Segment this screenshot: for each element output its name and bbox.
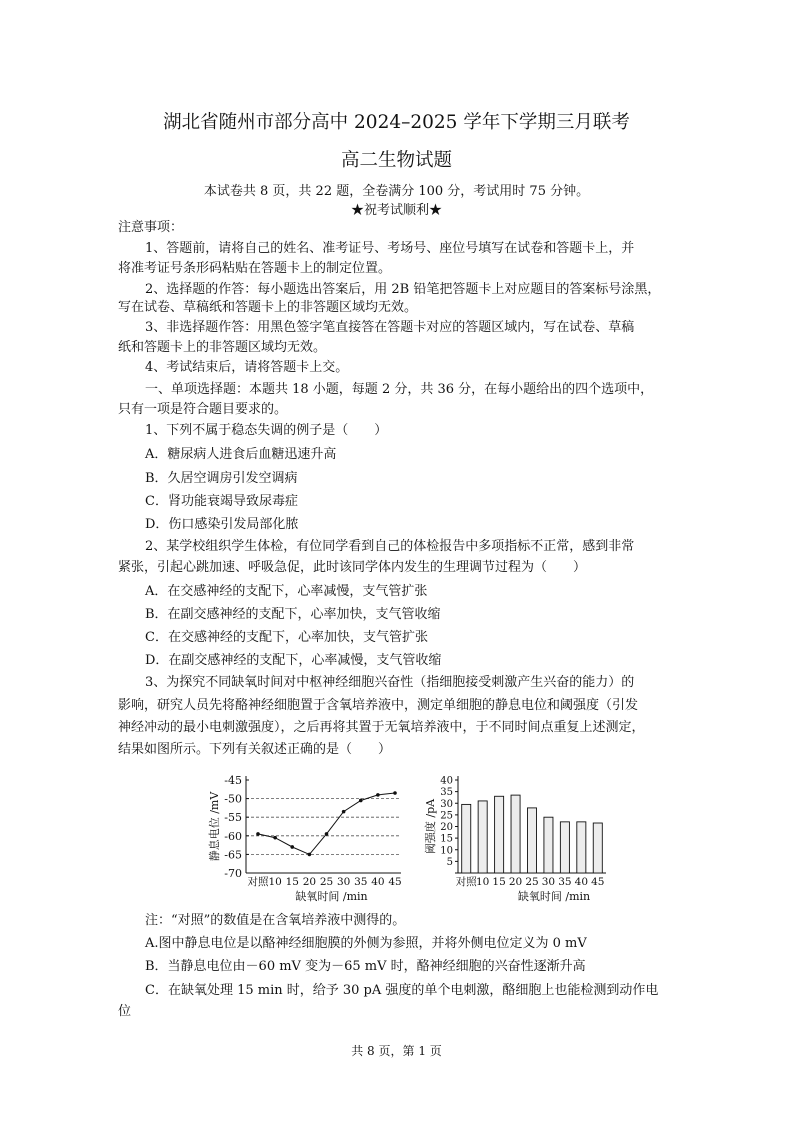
y-tick-label: 30	[440, 798, 453, 810]
data-point	[393, 791, 397, 795]
notice-item2-line2: 写在试卷、草稿纸和答题卡上的非答题区域均无效。	[118, 300, 418, 315]
notice-item2-line1: 2、选择题的作答：每小题选出答案后，用 2B 铅笔把答题卡上对应题目的答案标号涂黑，	[145, 282, 661, 297]
y-tick-label: -45	[224, 774, 242, 787]
page-footer: 共 8 页，第 1 页	[351, 1044, 442, 1058]
q1-option-d: D．伤口感染引发局部化脓	[145, 517, 299, 532]
section1-intro-line1: 一、单项选择题：本题共 18 小题，每题 2 分，共 36 分，在每小题给出的四个选项中，	[145, 382, 654, 397]
x-tick-label: 对照	[455, 876, 477, 888]
x-tick-label: 25	[319, 876, 334, 888]
x-tick-label: 25	[525, 876, 539, 888]
q1-stem: 1、下列不属于稳态失调的例子是（ ）	[145, 423, 388, 438]
q3-stem-line4: 结果如图所示。下列有关叙述正确的是（ ）	[118, 742, 392, 757]
data-point	[273, 836, 277, 840]
x-tick-label: 40	[371, 876, 385, 888]
q2-stem-line1: 2、某学校组织学生体检，有位同学看到自己的体检报告中多项指标不正常，感到非常	[145, 539, 635, 554]
data-point	[308, 853, 312, 857]
threshold-intensity-chart	[424, 766, 624, 906]
resting-potential-chart	[196, 766, 410, 906]
x-tick-label: 30	[541, 876, 556, 888]
y-tick-label: 10	[440, 845, 453, 857]
data-point	[376, 793, 380, 797]
y-axis-label: 阈强度 /pA	[424, 798, 437, 855]
q2-option-c: C．在交感神经的支配下，心率加快，支气管扩张	[145, 630, 428, 645]
x-tick-label: 10	[268, 876, 282, 888]
notice-item1-line1: 1、答题前，请将自己的姓名、准考证号、考场号、座位号填写在试卷和答题卡上，并	[145, 241, 635, 256]
notice-heading: 注意事项：	[118, 220, 184, 235]
q3-note: 注：“对照”的数值是在含氧培养液中测得的。	[145, 913, 406, 928]
q3-option-c-line1: C．在缺氧处理 15 min 时，给予 30 pA 强度的单个电刺激，酪细胞上也能检测到动作电	[145, 983, 659, 998]
y-tick-label: -50	[224, 792, 242, 806]
q2-stem-line2: 紧张，引起心跳加速、呼吸急促，此时该同学体内发生的生理调节过程为（ ）	[118, 560, 587, 575]
bar	[511, 795, 520, 873]
y-tick-label: -55	[224, 811, 242, 825]
paper-title-line1: 湖北省随州市部分高中 2024–2025 学年下学期三月联考	[163, 112, 630, 133]
x-tick-label: 45	[388, 876, 402, 888]
bar	[593, 823, 602, 873]
y-tick-label: -60	[224, 829, 242, 843]
q1-option-b: B．久居空调房引发空调病	[145, 471, 298, 486]
y-tick-label: 20	[440, 822, 453, 833]
notice-item4: 4、考试结束后，请将答题卡上交。	[145, 360, 349, 375]
notice-item3-line1: 3、非选择题作答：用黑色签字笔直接答在答题卡对应的答题区域内，写在试卷、草稿	[145, 320, 635, 335]
y-tick-label: 5	[446, 856, 453, 868]
exam-info: 本试卷共 8 页，共 22 题，全卷满分 100 分，考试用时 75 分钟。	[203, 184, 590, 199]
bar	[577, 822, 586, 873]
bar	[544, 817, 553, 873]
x-tick-label: 20	[508, 876, 523, 888]
x-axis-label: 缺氧时间 /min	[295, 890, 368, 903]
q2-option-a: A．在交感神经的支配下，心率减慢，支气管扩张	[145, 584, 428, 599]
y-tick-label: 15	[440, 833, 453, 845]
x-tick-label: 40	[574, 876, 589, 888]
blessing: ★祝考试顺利★	[350, 203, 442, 218]
y-tick-label: -65	[224, 848, 242, 862]
data-point	[359, 799, 363, 803]
q3-option-b: B．当静息电位由－60 mV 变为－65 mV 时，酪神经细胞的兴奋性逐渐升高	[145, 959, 586, 974]
q1-option-a: A．糖尿病人进食后血糖迅速升高	[145, 447, 337, 462]
x-tick-label: 35	[354, 876, 368, 888]
data-point	[256, 832, 260, 836]
y-axis-label: 静息电位 /mV	[208, 791, 221, 862]
x-tick-label: 15	[285, 876, 299, 888]
x-tick-label: 10	[475, 876, 490, 888]
x-tick-label: 35	[558, 876, 572, 888]
paper-title-line2: 高二生物试题	[340, 150, 452, 171]
bar	[478, 801, 487, 873]
x-tick-label: 15	[492, 876, 506, 888]
q3-stem-line1: 3、为探究不同缺氧时间对中枢神经细胞兴奋性（指细胞接受刺激产生兴奋的能力）的	[145, 675, 635, 690]
notice-item1-line2: 将准考证号条形码粘贴在答题卡上的制定位置。	[118, 261, 392, 276]
data-point	[290, 845, 294, 849]
data-point	[325, 832, 329, 836]
q2-option-d: D．在副交感神经的支配下，心率减慢，支气管收缩	[145, 653, 442, 668]
y-tick-label: 35	[440, 787, 453, 799]
q2-option-b: B．在副交感神经的支配下，心率加快，支气管收缩	[145, 607, 441, 622]
section1-intro-line2: 只有一项是符合题目要求的。	[118, 402, 288, 417]
x-tick-label: 20	[302, 876, 317, 888]
data-line	[258, 793, 395, 854]
x-tick-label: 对照	[247, 876, 269, 888]
q3-option-a: A.图中静息电位是以酪神经细胞膜的外侧为参照，并将外侧电位定义为 0 mV	[145, 936, 587, 951]
x-tick-label: 30	[336, 876, 351, 888]
q3-stem-line2: 影响，研究人员先将酪神经细胞置于含氧培养液中，测定单细胞的静息电位和阈强度（引发	[118, 698, 639, 713]
y-tick-label: -70	[224, 867, 242, 880]
data-point	[342, 810, 346, 814]
bar	[462, 804, 471, 873]
q3-stem-line3: 神经冲动的最小电刺激强度），之后再将其置于无氧培养液中，于不同时间点重复上述测定，	[118, 720, 645, 735]
bar	[527, 808, 536, 873]
y-tick-label: 40	[440, 775, 453, 787]
bar	[495, 796, 504, 873]
q3-option-c-line2: 位	[118, 1004, 132, 1019]
notice-item3-line2: 纸和答题卡上的非答题区域均无效。	[118, 340, 327, 355]
q1-option-c: C．肾功能衰竭导致尿毒症	[145, 494, 298, 509]
y-tick-label: 25	[440, 810, 453, 822]
bar	[560, 822, 569, 873]
x-tick-label: 45	[591, 876, 605, 888]
x-axis-label: 缺氧时间 /min	[517, 890, 591, 903]
